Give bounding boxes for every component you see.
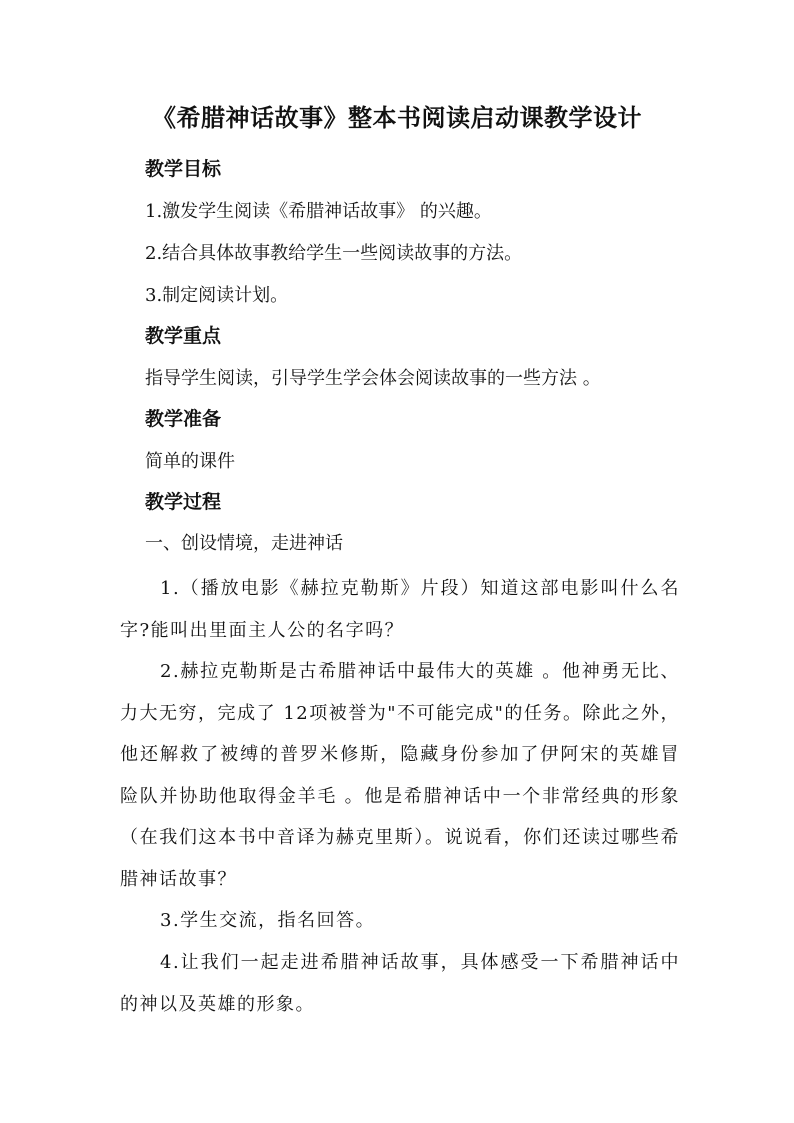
focus-heading: 教学重点	[145, 325, 222, 347]
objective-item-2: 2.结合具体故事教给学生一些阅读故事的方法。	[145, 243, 523, 264]
focus-text: 指导学生阅读，引导学生学会体会阅读故事的一些方法 。	[145, 368, 601, 389]
process-paragraph-4: 4.让我们一起走进希腊神话故事，具体感受一下希腊神话中的神以及英雄的形象。	[120, 952, 680, 1015]
document-title: 《希腊神话故事》整本书阅读启动课教学设计	[152, 104, 642, 132]
process-paragraph-2: 2.赫拉克勒斯是古希腊神话中最伟大的英雄 。他神勇无比、力大无穷，完成了 12项被誉为"不可能完成"的任务。除此之外，他还解救了被缚的普罗米修斯，隐藏身份参加了伊阿宋的英雄冒险队并协助他取得金羊毛 。他是希腊神话中一个非常经典的形象（在我们这本书中音译为赫克里斯）。说说看，你们还读过哪些希腊神话故事？	[120, 661, 680, 890]
objective-item-3: 3.制定阅读计划。	[145, 285, 289, 306]
process-heading: 教学过程	[145, 491, 222, 513]
process-step1-title: 一、创设情境，走进神话	[145, 533, 343, 554]
objectives-heading: 教学目标	[145, 158, 222, 180]
preparation-text: 简单的课件	[145, 451, 235, 472]
preparation-heading: 教学准备	[145, 408, 222, 430]
process-paragraph-3: 3.学生交流，指名回答。	[160, 910, 376, 931]
process-paragraph-1: 1.（播放电影《赫拉克勒斯》片段）知道这部电影叫什么名字?能叫出里面主人公的名字吗？	[120, 578, 680, 641]
objective-item-1: 1.激发学生阅读《希腊神话故事》 的兴趣。	[145, 201, 492, 222]
